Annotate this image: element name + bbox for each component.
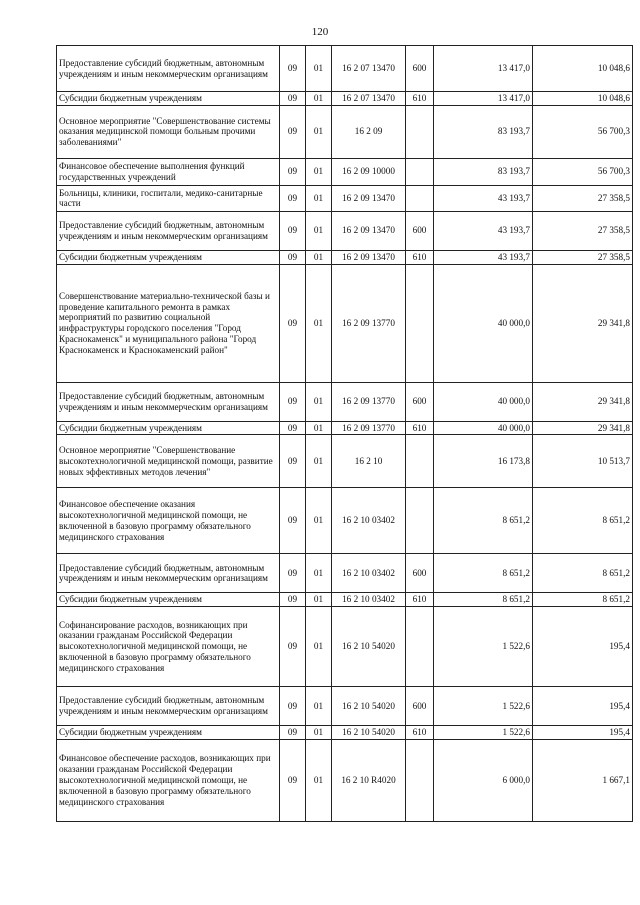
row-amount-plan: 16 173,8 xyxy=(434,435,533,488)
row-section: 09 xyxy=(280,593,306,607)
row-name: Основное мероприятие "Совершенствование высокотехнологичной медицинской помощи, развитие новых эффективных методов лечения" xyxy=(57,435,280,488)
row-expense-type: 600 xyxy=(406,687,434,726)
row-amount-actual: 29 341,8 xyxy=(533,382,633,421)
table-row xyxy=(57,264,633,382)
row-expense-type: 610 xyxy=(406,250,434,264)
row-name: Совершенствование материально-технической базы и проведение капитального ремонта в рамках мероприятий по развитию социальной инфраструктуры городского поселения "Город Краснокаменск" и муниципального района "Город Краснокаменск и Краснокаменский район" xyxy=(57,264,280,382)
row-section: 09 xyxy=(280,158,306,185)
table-row xyxy=(57,46,633,92)
row-subsection: 01 xyxy=(306,264,332,382)
budget-table-body xyxy=(57,46,633,822)
row-expense-type: 600 xyxy=(406,554,434,593)
row-subsection: 01 xyxy=(306,46,332,92)
row-subsection: 01 xyxy=(306,105,332,158)
table-row xyxy=(57,435,633,488)
table-row xyxy=(57,726,633,740)
row-target-code: 16 2 09 13470 xyxy=(332,211,406,250)
row-section: 09 xyxy=(280,185,306,211)
row-amount-actual: 56 700,3 xyxy=(533,105,633,158)
row-section: 09 xyxy=(280,421,306,435)
row-target-code: 16 2 09 xyxy=(332,105,406,158)
row-amount-plan: 8 651,2 xyxy=(434,488,533,554)
row-name: Предоставление субсидий бюджетным, автономным учреждениям и иным некоммерческим организациям xyxy=(57,554,280,593)
row-expense-type: 610 xyxy=(406,726,434,740)
row-target-code: 16 2 10 xyxy=(332,435,406,488)
row-section: 09 xyxy=(280,382,306,421)
row-section: 09 xyxy=(280,726,306,740)
row-amount-actual: 8 651,2 xyxy=(533,488,633,554)
row-expense-type xyxy=(406,105,434,158)
row-section: 09 xyxy=(280,739,306,821)
row-section: 09 xyxy=(280,264,306,382)
row-amount-actual: 29 341,8 xyxy=(533,421,633,435)
row-amount-actual: 195,4 xyxy=(533,607,633,687)
row-expense-type xyxy=(406,607,434,687)
row-name: Субсидии бюджетным учреждениям xyxy=(57,92,280,106)
row-name: Финансовое обеспечение выполнения функций государственных учреждений xyxy=(57,158,280,185)
row-target-code: 16 2 09 13770 xyxy=(332,264,406,382)
row-expense-type: 610 xyxy=(406,92,434,106)
row-subsection: 01 xyxy=(306,554,332,593)
row-expense-type: 600 xyxy=(406,211,434,250)
row-subsection: 01 xyxy=(306,421,332,435)
row-amount-plan: 6 000,0 xyxy=(434,739,533,821)
row-target-code: 16 2 10 03402 xyxy=(332,593,406,607)
table-row xyxy=(57,92,633,106)
row-subsection: 01 xyxy=(306,488,332,554)
row-amount-plan: 83 193,7 xyxy=(434,105,533,158)
row-section: 09 xyxy=(280,554,306,593)
row-amount-actual: 195,4 xyxy=(533,687,633,726)
row-amount-actual: 10 513,7 xyxy=(533,435,633,488)
row-name: Больницы, клиники, госпитали, медико-санитарные части xyxy=(57,185,280,211)
table-row xyxy=(57,211,633,250)
row-amount-plan: 43 193,7 xyxy=(434,250,533,264)
table-row xyxy=(57,593,633,607)
row-amount-plan: 40 000,0 xyxy=(434,421,533,435)
row-target-code: 16 2 10 54020 xyxy=(332,607,406,687)
table-row xyxy=(57,554,633,593)
row-target-code: 16 2 07 13470 xyxy=(332,46,406,92)
row-subsection: 01 xyxy=(306,687,332,726)
row-subsection: 01 xyxy=(306,92,332,106)
row-amount-plan: 13 417,0 xyxy=(434,92,533,106)
row-amount-plan: 1 522,6 xyxy=(434,687,533,726)
row-subsection: 01 xyxy=(306,250,332,264)
row-name: Предоставление субсидий бюджетным, автономным учреждениям и иным некоммерческим организациям xyxy=(57,211,280,250)
table-row xyxy=(57,687,633,726)
row-section: 09 xyxy=(280,687,306,726)
row-amount-plan: 40 000,0 xyxy=(434,264,533,382)
row-section: 09 xyxy=(280,250,306,264)
row-amount-actual: 27 358,5 xyxy=(533,211,633,250)
row-expense-type: 610 xyxy=(406,593,434,607)
row-expense-type: 610 xyxy=(406,421,434,435)
row-name: Субсидии бюджетным учреждениям xyxy=(57,726,280,740)
row-name: Софинансирование расходов, возникающих при оказании гражданам Российской Федерации высокотехнологичной медицинской помощи, не включенной в базовую программу обязательного медицинского страхования xyxy=(57,607,280,687)
row-amount-actual: 195,4 xyxy=(533,726,633,740)
row-amount-plan: 8 651,2 xyxy=(434,554,533,593)
row-target-code: 16 2 09 13770 xyxy=(332,421,406,435)
row-amount-plan: 13 417,0 xyxy=(434,46,533,92)
row-target-code: 16 2 10 R4020 xyxy=(332,739,406,821)
table-row xyxy=(57,739,633,821)
table-row xyxy=(57,382,633,421)
row-amount-actual: 1 667,1 xyxy=(533,739,633,821)
row-section: 09 xyxy=(280,488,306,554)
row-name: Субсидии бюджетным учреждениям xyxy=(57,250,280,264)
table-row xyxy=(57,607,633,687)
row-amount-actual: 8 651,2 xyxy=(533,593,633,607)
row-subsection: 01 xyxy=(306,593,332,607)
table-row xyxy=(57,421,633,435)
row-target-code: 16 2 09 10000 xyxy=(332,158,406,185)
row-amount-actual: 29 341,8 xyxy=(533,264,633,382)
row-amount-actual: 8 651,2 xyxy=(533,554,633,593)
row-name: Основное мероприятие "Совершенствование системы оказания медицинской помощи больным прочими заболеваниями" xyxy=(57,105,280,158)
row-amount-actual: 10 048,6 xyxy=(533,46,633,92)
row-subsection: 01 xyxy=(306,739,332,821)
row-amount-actual: 56 700,3 xyxy=(533,158,633,185)
table-row xyxy=(57,158,633,185)
table-row xyxy=(57,185,633,211)
row-expense-type xyxy=(406,739,434,821)
row-amount-plan: 1 522,6 xyxy=(434,607,533,687)
row-expense-type xyxy=(406,264,434,382)
row-name: Предоставление субсидий бюджетным, автономным учреждениям и иным некоммерческим организациям xyxy=(57,687,280,726)
row-name: Предоставление субсидий бюджетным, автономным учреждениям и иным некоммерческим организациям xyxy=(57,46,280,92)
row-target-code: 16 2 07 13470 xyxy=(332,92,406,106)
row-amount-plan: 43 193,7 xyxy=(434,211,533,250)
row-amount-actual: 27 358,5 xyxy=(533,185,633,211)
row-subsection: 01 xyxy=(306,211,332,250)
row-name: Предоставление субсидий бюджетным, автономным учреждениям и иным некоммерческим организациям xyxy=(57,382,280,421)
row-name: Финансовое обеспечение расходов, возникающих при оказании гражданам Российской Федерации высокотехнологичной медицинской помощи, не включенной в базовую программу обязательного медицинского страхования xyxy=(57,739,280,821)
row-section: 09 xyxy=(280,435,306,488)
row-amount-plan: 8 651,2 xyxy=(434,593,533,607)
row-amount-plan: 1 522,6 xyxy=(434,726,533,740)
row-amount-actual: 10 048,6 xyxy=(533,92,633,106)
row-expense-type xyxy=(406,185,434,211)
row-section: 09 xyxy=(280,607,306,687)
table-row xyxy=(57,250,633,264)
row-amount-actual: 27 358,5 xyxy=(533,250,633,264)
row-expense-type xyxy=(406,488,434,554)
row-target-code: 16 2 10 54020 xyxy=(332,726,406,740)
row-subsection: 01 xyxy=(306,158,332,185)
row-section: 09 xyxy=(280,105,306,158)
row-subsection: 01 xyxy=(306,435,332,488)
row-section: 09 xyxy=(280,211,306,250)
row-target-code: 16 2 09 13470 xyxy=(332,185,406,211)
row-expense-type xyxy=(406,158,434,185)
row-section: 09 xyxy=(280,46,306,92)
row-target-code: 16 2 09 13470 xyxy=(332,250,406,264)
row-name: Финансовое обеспечение оказания высокотехнологичной медицинской помощи, не включенной в базовую программу обязательного медицинского страхования xyxy=(57,488,280,554)
table-row xyxy=(57,488,633,554)
row-subsection: 01 xyxy=(306,607,332,687)
row-target-code: 16 2 10 03402 xyxy=(332,554,406,593)
row-target-code: 16 2 10 54020 xyxy=(332,687,406,726)
table-row xyxy=(57,105,633,158)
row-subsection: 01 xyxy=(306,185,332,211)
page-number: 120 xyxy=(311,26,329,38)
row-amount-plan: 40 000,0 xyxy=(434,382,533,421)
row-expense-type xyxy=(406,435,434,488)
row-amount-plan: 43 193,7 xyxy=(434,185,533,211)
row-name: Субсидии бюджетным учреждениям xyxy=(57,421,280,435)
row-expense-type: 600 xyxy=(406,46,434,92)
row-subsection: 01 xyxy=(306,726,332,740)
row-expense-type: 600 xyxy=(406,382,434,421)
row-section: 09 xyxy=(280,92,306,106)
budget-table xyxy=(56,45,633,822)
row-target-code: 16 2 09 13770 xyxy=(332,382,406,421)
row-subsection: 01 xyxy=(306,382,332,421)
row-name: Субсидии бюджетным учреждениям xyxy=(57,593,280,607)
row-amount-plan: 83 193,7 xyxy=(434,158,533,185)
row-target-code: 16 2 10 03402 xyxy=(332,488,406,554)
